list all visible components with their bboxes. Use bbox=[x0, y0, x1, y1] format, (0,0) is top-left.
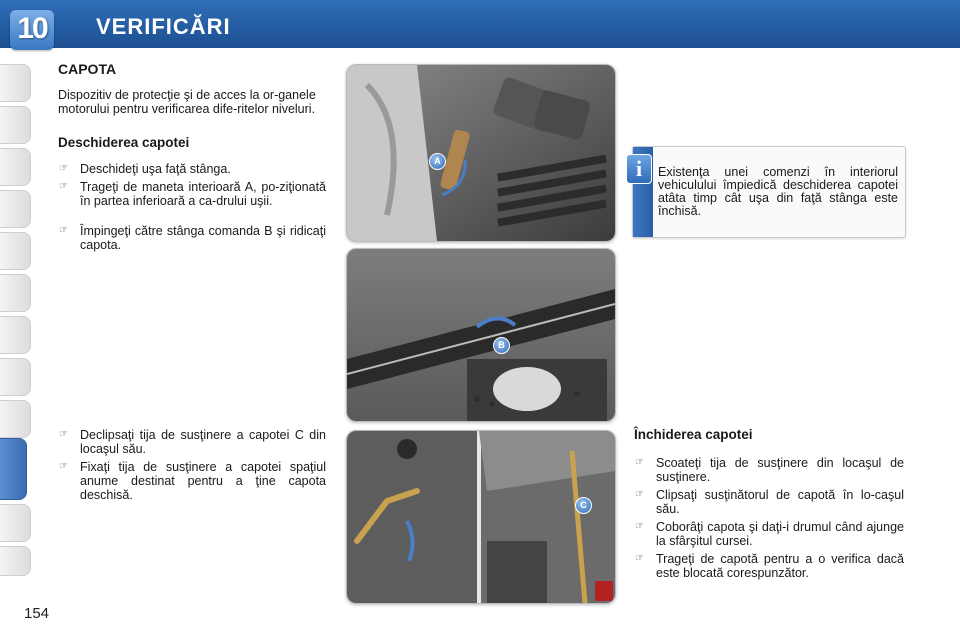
side-tab bbox=[0, 358, 31, 396]
photo-support-rod bbox=[346, 430, 616, 604]
steps-a bbox=[58, 162, 326, 208]
page-title: VERIFICĂRI bbox=[96, 14, 231, 39]
photo-hood-latch-illustration bbox=[347, 249, 615, 421]
side-tab bbox=[0, 232, 31, 270]
list-item: ☞ Fixaţi tija de susţinere a capotei spaţiul anume destinat pentru a ţine capota deschisă. bbox=[59, 460, 326, 502]
photo-interior-lever bbox=[346, 64, 616, 242]
pointer-hand-icon: ☞ bbox=[635, 489, 644, 500]
side-tab bbox=[0, 274, 31, 312]
steps-b bbox=[58, 224, 326, 252]
pointer-hand-icon: ☞ bbox=[635, 521, 644, 532]
photo-support-rod-illustration bbox=[347, 431, 615, 603]
left-column-lower bbox=[58, 428, 326, 506]
pointer-hand-icon: ☞ bbox=[59, 461, 68, 472]
pointer-hand-icon: ☞ bbox=[59, 429, 68, 440]
info-text: Existenţa unei comenzi în interiorul vehiculului împiedică deschiderea capotei atâta timp cât uşa din faţă stânga este închisă. bbox=[658, 165, 898, 218]
side-tab-active bbox=[0, 438, 27, 500]
chapter-side-tabs bbox=[0, 64, 32, 576]
callout-c: C bbox=[575, 497, 592, 514]
list-item: ☞ Clipsaţi susţinătorul de capotă în lo-caşul său. bbox=[635, 488, 904, 516]
list-item: ☞ Împingeţi către stânga comanda B şi ridicaţi capota. bbox=[59, 224, 326, 252]
pointer-hand-icon: ☞ bbox=[635, 457, 644, 468]
chapter-number: 10 bbox=[17, 12, 47, 45]
callout-b: B bbox=[493, 337, 510, 354]
side-tab bbox=[0, 546, 31, 576]
side-tab bbox=[0, 316, 31, 354]
side-tab bbox=[0, 400, 31, 438]
intro-paragraph: Dispozitiv de protecţie şi de acces la or-ganele motorului pentru verificarea dife-ritelor niveluri. bbox=[58, 88, 316, 116]
page-number: 154 bbox=[24, 605, 50, 622]
right-column bbox=[634, 428, 904, 584]
pointer-hand-icon: ☞ bbox=[59, 163, 68, 174]
list-item: ☞ Coborâţi capota şi daţi-i drumul când ajunge la sfârşitul cursei. bbox=[635, 520, 904, 548]
side-tab bbox=[0, 148, 31, 186]
list-item: ☞ Trageţi de capotă pentru a o verifica dacă este blocată corespunzător. bbox=[635, 552, 904, 580]
list-item: ☞ Scoateţi tija de susţinere din locaşul de susţinere. bbox=[635, 456, 904, 484]
side-tab bbox=[0, 504, 31, 542]
list-item: ☞ Deschideţi uşa faţă stânga. bbox=[59, 162, 231, 176]
info-icon: i bbox=[626, 154, 652, 184]
subsection-title-opening: Deschiderea capotei bbox=[58, 135, 190, 150]
pointer-hand-icon: ☞ bbox=[59, 181, 68, 192]
photo-interior-lever-illustration bbox=[347, 65, 615, 241]
closing-steps bbox=[634, 456, 904, 580]
subsection-title-closing: Închiderea capotei bbox=[634, 427, 753, 442]
left-column bbox=[58, 62, 326, 256]
side-tab bbox=[0, 106, 31, 144]
side-tab bbox=[0, 64, 31, 102]
pointer-hand-icon: ☞ bbox=[635, 553, 644, 564]
callout-a: A bbox=[429, 153, 446, 170]
list-item: ☞ Trageţi de maneta interioară A, po-ziţionată în partea inferioară a ca-drului uşii. bbox=[59, 180, 326, 208]
side-tab bbox=[0, 190, 31, 228]
list-item: ☞ Declipsaţi tija de susţinere a capotei C din locaşul său. bbox=[59, 428, 326, 456]
photo-hood-latch bbox=[346, 248, 616, 422]
section-title: CAPOTA bbox=[58, 61, 117, 77]
pointer-hand-icon: ☞ bbox=[59, 225, 68, 236]
steps-c bbox=[58, 428, 326, 502]
